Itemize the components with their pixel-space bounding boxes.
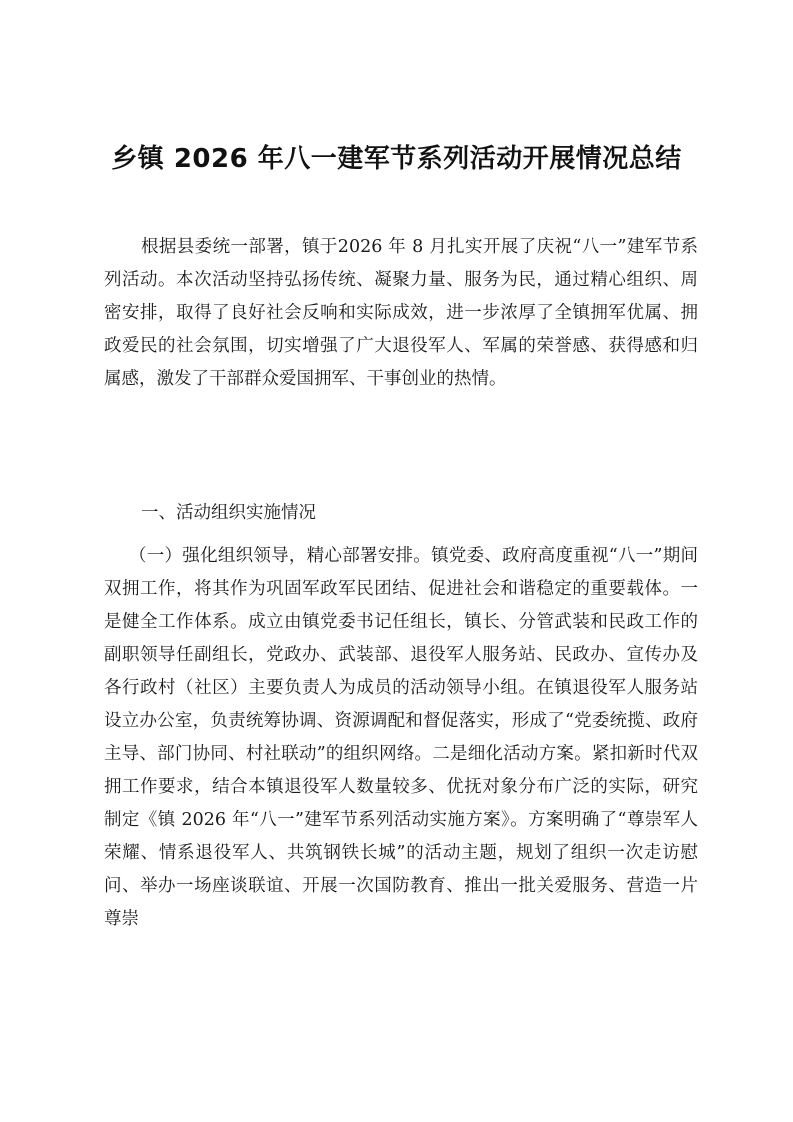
section-paragraph: （一）强化组织领导，精心部署安排。镇党委、政府高度重视“八一”期间双拥工作，将其作为巩固军政军民团结、促进社会和谐稳定的重要载体。一是健全工作体系。成立由镇党委书记任组长，镇长、分管武装和民政工作的副职领导任副组长，党政办、武装部、退役军人服务站、民政办、宣传办及各行政村（社区）主要负责人为成员的活动领导小组。在镇退役军人服务站设立办公室，负责统筹协调、资源调配和督促落实，形成了“党委统揽、政府主导、部门协同、村社联动”的组织网络。二是细化活动方案。紧扣新时代双拥工作要求，结合本镇退役军人数量较多、优抚对象分布广泛的实际，研究制定《镇 2026 年“八一”建军节系列活动实施方案》。方案明确了“尊崇军人荣耀、情系退役军人、共筑钢铁长城”的活动主题，规划了组织一次走访慰问、举办一场座谈联谊、开展一次国防教育、推出一批关爱服务、营造一片尊崇 — [104, 546, 698, 929]
intro-paragraph: 根据县委统一部署，镇于2026 年 8 月扎实开展了庆祝“八一”建军节系列活动。本次活动坚持弘扬传统、凝聚力量、服务为民，通过精心组织、周密安排，取得了良好社会反响和实际成效，进一步浓厚了全镇拥军优属、拥政爱民的社会氛围，切实增强了广大退役军人、军属的荣誉感、获得感和归属感，激发了干部群众爱国拥军、干事创业的热情。 — [104, 237, 698, 389]
section-heading: 一、活动组织实施情况 — [141, 503, 316, 523]
document-title: 乡镇 2026 年八一建军节系列活动开展情况总结 — [111, 144, 682, 174]
